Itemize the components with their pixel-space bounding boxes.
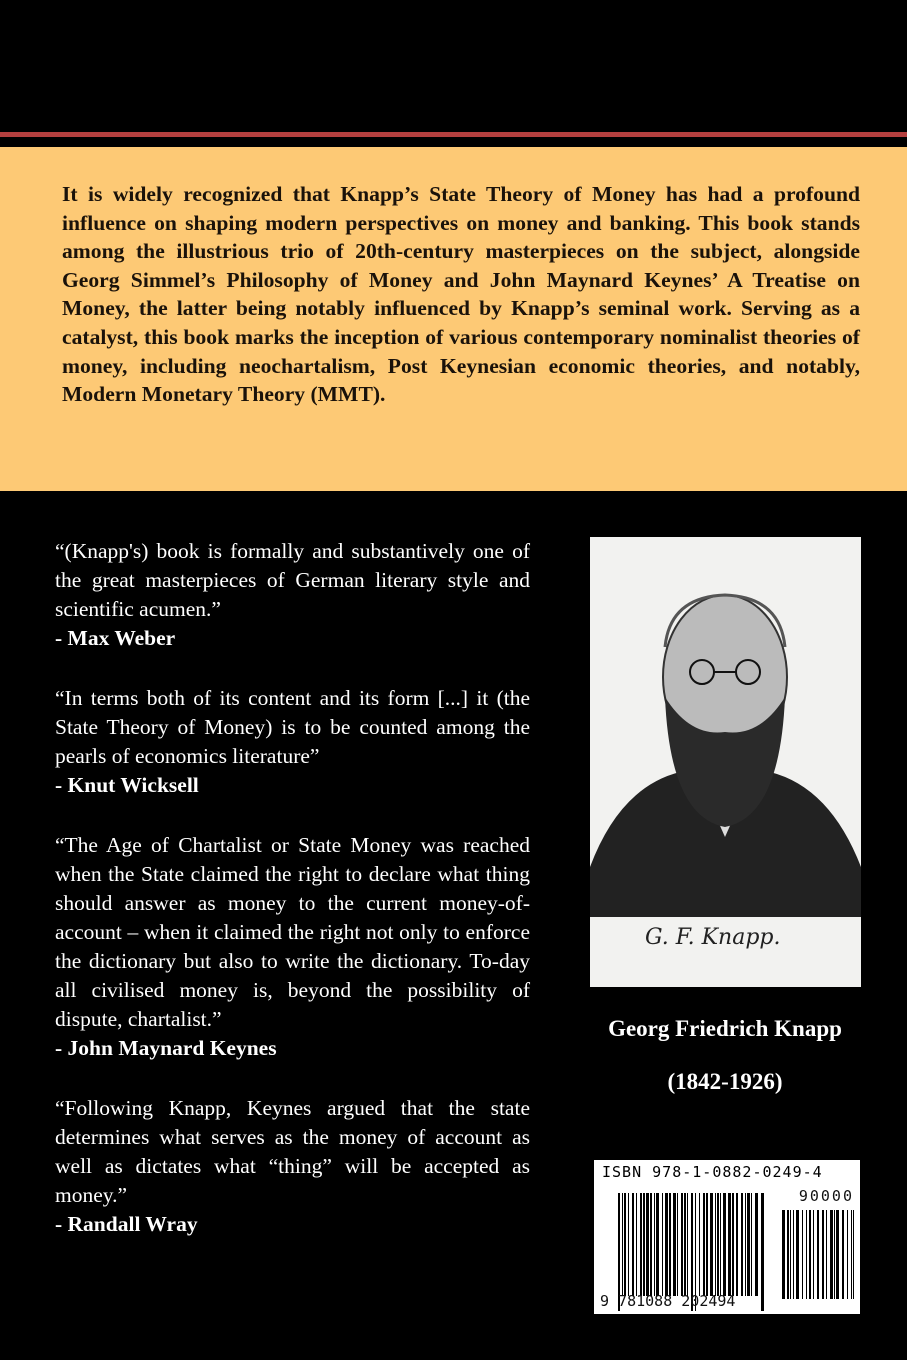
blurb-text: It is widely recognized that Knapp’s State Theory of Money has had a profound influence on shaping modern perspectives on money and banking. This book stands among the illustrious trio of 20th-century masterpieces on the subject, alongside Georg Simmel’s Philosophy of Money and John Maynard Keynes’ A Treatise on Money, the latter being notably influenced by Knapp’s seminal work. Serving as a catalyst, this book marks the inception of various contemporary nominalist theories of money, including neochartalism, Post Keynesian economic theories, and notably, Modern Monetary Theory (MMT).: [62, 182, 860, 407]
quote-text: “In terms both of its content and its form [...] it (the State Theory of Money) is to be counted among the pearls of economics literature”: [55, 686, 530, 768]
red-stripe: [0, 132, 907, 137]
isbn-label: ISBN 978-1-0882-0249-4: [602, 1163, 823, 1181]
signature: G. F. Knapp.: [645, 925, 781, 950]
author-portrait: [590, 537, 861, 987]
subject-name: Georg Friedrich Knapp: [608, 1016, 842, 1041]
barcode-digits: 9 781088 202494: [600, 1292, 736, 1310]
portrait-engraving-icon: [590, 537, 861, 987]
subject-years: (1842-1926): [667, 1069, 783, 1094]
quote-text: “The Age of Chartalist or State Money was reached when the State claimed the right to declare what thing should answer as money to the current money-of-account – when it claimed the right not only to enforce the dictionary but also to write the dictionary. To-day all civilised money is, beyond the possibility of dispute, chartalist.”: [55, 833, 530, 1031]
quotes: [55, 537, 530, 1270]
quote-author: - Max Weber: [55, 626, 176, 650]
quote-text: “Following Knapp, Keynes argued that the state determines what serves as the money of account as well as dictates what “thing” will be accepted as money.”: [55, 1096, 530, 1207]
quote-author: - Knut Wicksell: [55, 773, 199, 797]
barcode-bars-icon: [594, 1160, 860, 1314]
quote-text: “(Knapp's) book is formally and substantively one of the great masterpieces of German literary style and scientific acumen.”: [55, 539, 530, 621]
quote-author: - Randall Wray: [55, 1212, 198, 1236]
isbn-barcode: [594, 1160, 860, 1314]
price-addon: 90000: [798, 1187, 854, 1205]
quote-author: - John Maynard Keynes: [55, 1036, 277, 1060]
